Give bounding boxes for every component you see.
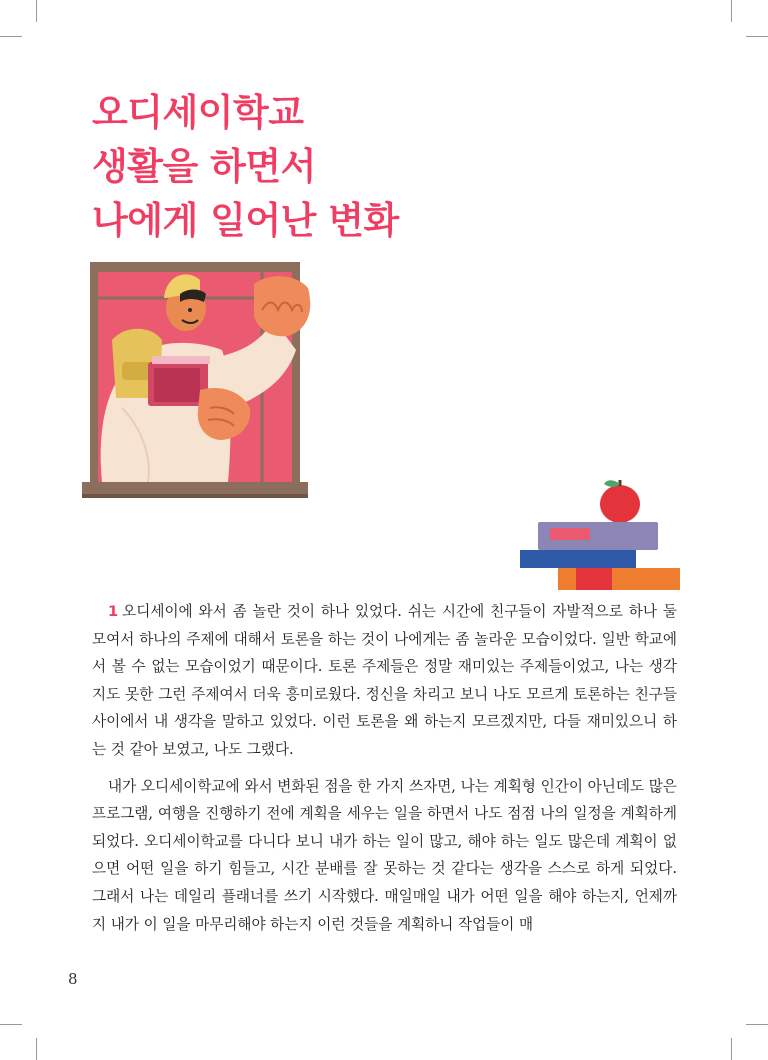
crop-mark — [746, 1024, 768, 1025]
title-line-3: 나에게 일어난 변화 — [92, 199, 399, 242]
crop-mark — [731, 0, 732, 22]
crop-mark — [36, 1038, 37, 1060]
window-sill — [82, 482, 308, 494]
crop-mark — [746, 36, 768, 37]
book-middle — [520, 550, 636, 568]
crop-mark — [36, 0, 37, 22]
body-text — [92, 598, 677, 947]
waving-fist — [254, 276, 310, 336]
crop-mark — [0, 1024, 22, 1025]
page-number: 8 — [68, 970, 78, 988]
page-title — [92, 86, 399, 248]
paragraph-number: 1 — [108, 603, 119, 620]
book-stack-apple-illustration — [516, 476, 682, 594]
paragraph-text: 내가 오디세이학교에 와서 변화된 점을 한 가지 쓰자면, 나는 계획형 인간이 아닌데도 많은 프로그램, 여행을 진행하기 전에 계획을 세우는 일을 하면서 나도 점점 나의 일정을 계획하게 되었다. 오디세이학교를 다니다 보니 내가 하는 일이 많고, 해야 하는 일도 많은데 계획이 없으면 어떤 일을 하기 힘들고, 시간 분배를 잘 못하는 것 같다는 생각을 스스로 하게 되었다. 그래서 나는 데일리 플래너를 쓰기 시작했다. 매일매일 내가 어떤 일을 해야 하는지, 언제까지 내가 이 일을 마무리해야 하는지 이런 것들을 계획하니 작업들이 매 — [92, 777, 677, 933]
paragraph-1 — [92, 598, 677, 764]
crop-mark — [0, 36, 22, 37]
paragraph-text: 오디세이에 와서 좀 놀란 것이 하나 있었다. 쉬는 시간에 친구들이 자발적으로 하나 둘 모여서 하나의 주제에 대해서 토론을 하는 것이 나에게는 좀 놀라운 모습이었다. 일반 학교에서 볼 수 없는 모습이었기 때문이다. 토론 주제들은 정말 재미있는 주제들이었고, 나는 생각지도 못한 그런 주제여서 더욱 흥미로웠다. 정신을 차리고 보니 나도 모르게 토론하는 친구들 사이에서 내 생각을 말하고 있었다. 이런 토론을 왜 하는지 모르겠지만, 다들 재미있으니 하는 것 같아 보였고, 나도 그랬다. — [92, 603, 677, 758]
title-line-2: 생활을 하면서 — [92, 145, 316, 188]
student-window-illustration — [82, 258, 312, 518]
apple — [600, 485, 640, 523]
paragraph-2 — [92, 773, 677, 939]
title-line-1: 오디세이학교 — [92, 91, 304, 134]
crop-mark — [731, 1038, 732, 1060]
